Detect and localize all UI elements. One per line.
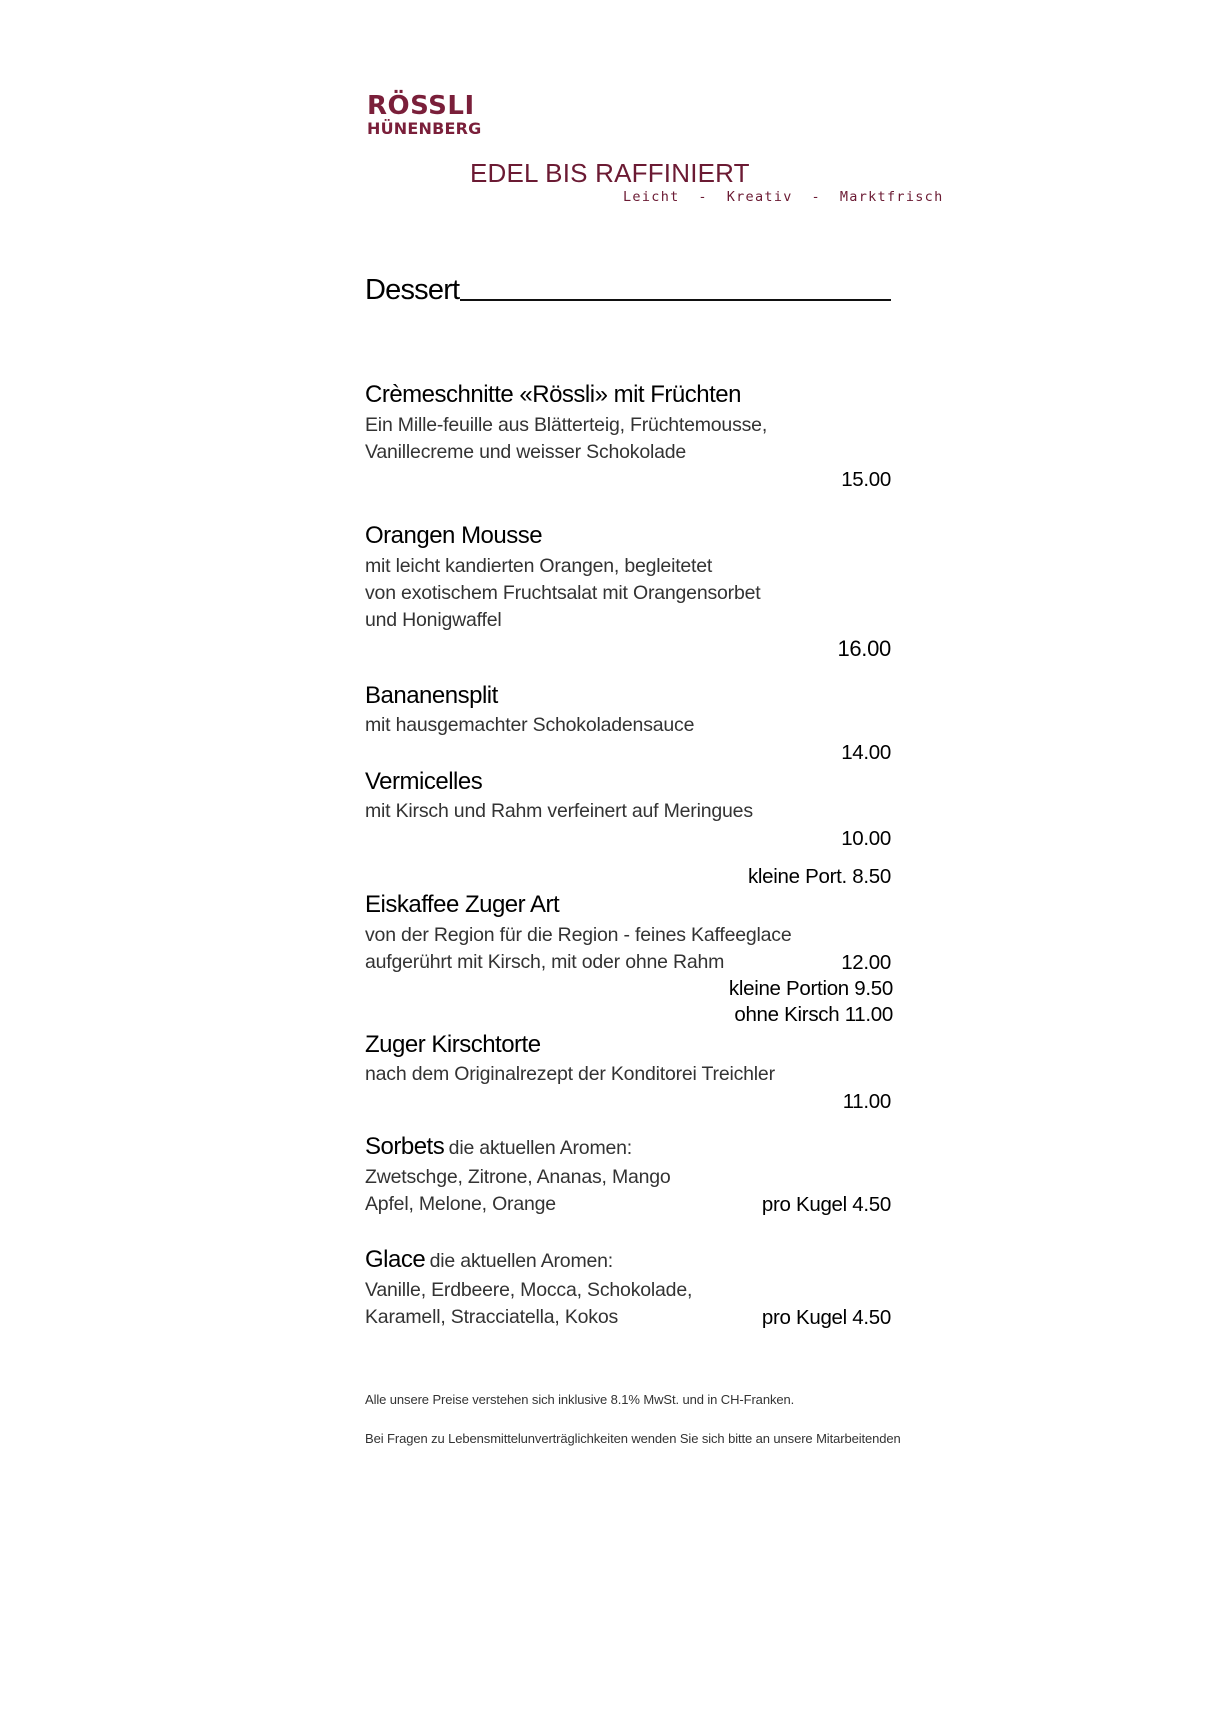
- vat-note: Alle unsere Preise verstehen sich inklusive 8.1% MwSt. und in CH-Franken.: [365, 1392, 795, 1407]
- allergy-note: Bei Fragen zu Lebensmittelunverträglichkeiten wenden Sie sich bitte an unsere Mitarbeitenden: [365, 1431, 901, 1446]
- item-name: Eiskaffee Zuger Art: [365, 891, 560, 918]
- item-price: 15.00: [841, 468, 891, 491]
- item-heading: [365, 1246, 613, 1274]
- item-desc: von exotischem Fruchtsalat mit Orangensorbet: [365, 582, 761, 604]
- item-price: 14.00: [841, 741, 891, 764]
- item-desc: Vanille, Erdbeere, Mocca, Schokolade,: [365, 1279, 693, 1301]
- item-desc: mit hausgemachter Schokoladensauce: [365, 714, 695, 736]
- tagline-subtitle: Leicht - Kreativ - Marktfrisch: [623, 189, 944, 205]
- item-name: Bananensplit: [365, 682, 498, 709]
- item-extra-price: ohne Kirsch 11.00: [734, 1003, 893, 1026]
- item-desc: von der Region für die Region - feines Kaffeeglace: [365, 924, 792, 946]
- item-intro: die aktuellen Aromen:: [429, 1250, 613, 1272]
- item-desc: Ein Mille-feuille aus Blätterteig, Früchtemousse,: [365, 414, 768, 436]
- item-extra-price: kleine Port. 8.50: [747, 865, 891, 888]
- item-desc: aufgerührt mit Kirsch, mit oder ohne Rahm: [365, 951, 725, 973]
- item-name: Glace: [365, 1246, 426, 1273]
- tagline-title: EDEL BIS RAFFINIERT: [470, 158, 750, 188]
- item-price: 16.00: [837, 636, 891, 661]
- section-title-text: Dessert: [365, 274, 460, 306]
- item-name: Sorbets: [365, 1133, 445, 1160]
- item-desc: Karamell, Stracciatella, Kokos: [365, 1306, 619, 1328]
- item-heading: [365, 1133, 632, 1161]
- item-extra-price: kleine Portion 9.50: [728, 977, 893, 1000]
- item-price: 10.00: [841, 827, 891, 850]
- logo-location: HÜNENBERG: [367, 119, 482, 138]
- item-name: Orangen Mousse: [365, 522, 543, 549]
- item-desc: mit Kirsch und Rahm verfeinert auf Meringues: [365, 800, 753, 822]
- item-price: 12.00: [841, 951, 891, 974]
- item-price: pro Kugel 4.50: [761, 1193, 891, 1216]
- restaurant-logo: [367, 92, 481, 138]
- item-desc: Vanillecreme und weisser Schokolade: [365, 441, 687, 463]
- title-underline: [460, 299, 891, 301]
- item-desc: und Honigwaffel: [365, 609, 502, 631]
- item-desc: Zwetschge, Zitrone, Ananas, Mango: [365, 1166, 671, 1188]
- item-desc: mit leicht kandierten Orangen, begleitetet: [365, 555, 713, 577]
- item-price: pro Kugel 4.50: [761, 1306, 891, 1329]
- section-title: [365, 274, 891, 307]
- item-name: Crèmeschnitte «Rössli» mit Früchten: [365, 381, 741, 408]
- item-intro: die aktuellen Aromen:: [448, 1137, 633, 1159]
- item-desc: nach dem Originalrezept der Konditorei Treichler: [365, 1063, 775, 1085]
- item-name: Zuger Kirschtorte: [365, 1031, 541, 1058]
- item-name: Vermicelles: [365, 768, 483, 795]
- item-price: 11.00: [842, 1090, 891, 1113]
- logo-name: RÖSSLI: [367, 91, 475, 121]
- item-desc: Apfel, Melone, Orange: [365, 1193, 556, 1215]
